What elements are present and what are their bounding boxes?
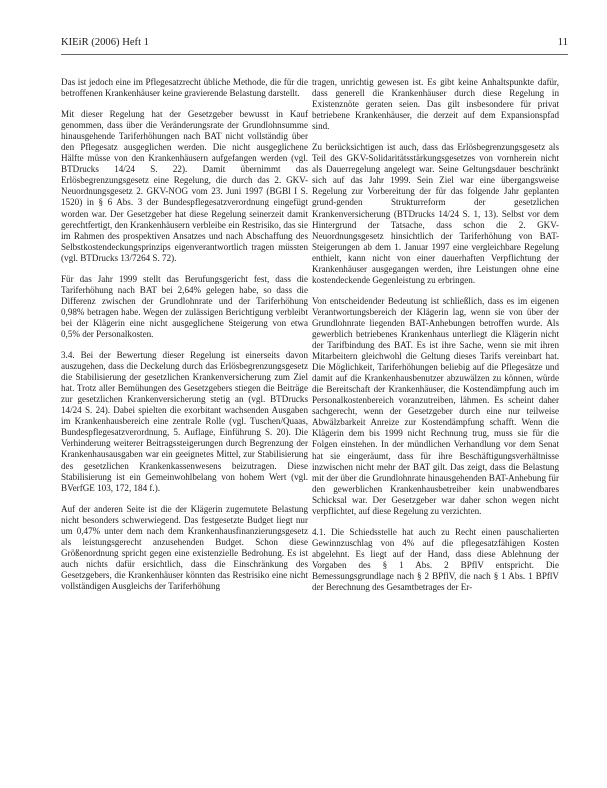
paragraph: Für das Jahr 1999 stellt das Berufungsgericht fest, dass die Tariferhöhung nach BAT bei 2,64% gelegen habe, so dass die Differenz zwischen der Grundlohnrate und der Tariferhöhung 0,98% betragen habe. Wegen der zulässigen Berichtigung verbleibt bei der Klägerin eine nicht ausgeglichene Steigerung von etwa 0,5% der Personalkosten. <box>61 273 308 339</box>
paragraph: tragen, unrichtig gewesen ist. Es gibt keine Anhaltspunkte dafür, dass generell die Krankenhäuser durch diese Regelung in Existenznöte geraten seien. Das gilt insbesondere für privat betriebene Krankenhäuser, die derzeit auf dem Expansionspfad sind. <box>312 77 559 132</box>
paragraph: 4.1. Die Schiedsstelle hat auch zu Recht einen pauschalierten Gewinnzuschlag von 4% auf die pflegesatzfähigen Kosten abgelehnt. Es liegt auf der Hand, dass diese Ablehnung der Vorgaben des § 1 Abs. 2 BPflV entspricht. Die Bemessungsgrundlage nach § 2 BPflV, die nach § 1 Abs. 1 BPflV der Berechnung des Gesamtbetrages der Er- <box>312 526 559 593</box>
paragraph: 3.4. Bei der Bewertung dieser Regelung ist einerseits davon auszugehen, dass die Deckelung durch das Erlösbegrenzungsgesetz die Stabilisierung der gesetzlichen Krankenversicherung zum Ziel hat. Trotz aller Bemühungen des Gesetzgebers stiegen die Beiträge zur gesetzlichen Krankenversicherung stetig an (vgl. BTDrucks 14/24 S. 24). Dabei spielten die exorbitant wachsenden Ausgaben im Krankenhausbereich eine zentrale Rolle (vgl. Tuschen/Quaas, Bundespflegesatzverordnung, 5. Auflage, Einführung S. 20). Die Verhinderung weiterer Beitragssteigerungen durch Begrenzung der Krankenhausausgaben war ein geeignetes Mittel, zur Stabilisierung des gesetzlichen Krankenkassenwesens beizutragen. Diese Stabilisierung ist ein Gemeinwohlbelang von hohem Wert (vgl. BVerfGE 103, 172, 184 f.). <box>61 350 308 493</box>
journal-title: KIEiR (2006) Heft 1 <box>61 37 149 48</box>
paragraph: Das ist jedoch eine im Pflegesatzrecht übliche Methode, die für die betroffenen Krankenhäuser keine gravierende Belastung darstellt. <box>61 77 308 99</box>
paragraph: Auf der anderen Seite ist die der Klägerin zugemutete Belastung nicht besonders schwerwiegend. Das festgesetzte Budget liegt nur um 0,47% unter dem nach dem Krankenhausfinanzierungsgesetz als leistungsgerecht anzusehenden Budget. Schon diese Größenordnung spricht gegen eine existenzielle Bedrohung. Es ist auch nichts dafür ersichtlich, dass die Einschränkung des Gesetzgebers, die Krankenhäuser könnten das Restrisiko eine nicht vollständigen Ausgleichs der Tariferhöhung <box>61 503 308 591</box>
paragraph: Von entscheidender Bedeutung ist schließlich, dass es im eigenen Verantwortungsbereich der Klägerin lag, wenn sie von über der Grundlohnrate liegenden BAT-Anhebungen betroffen wurde. Als gewerblich betriebenes Krankenhaus unterliegt die Klägerin nicht der Tarifbindung des BAT. Es ist ihre Sache, wenn sie mit ihren Mitarbeitern gleichwohl die Geltung dieses Tarifs vereinbart hat. Die Möglichkeit, Tariferhöhungen beliebig auf die Pflegesätze und damit auf die Krankenhausbenutzer abzuwälzen zu können, würde die Bereitschaft der Krankenhäuser, die Kostendämpfung auch im Personalkostenbereich voranzutreiben, lähmen. Es scheint daher sachgerecht, wenn der Gesetzgeber durch eine nur teilweise Abwälzbarkeit Anreize zur Kostendämpfung schafft. Wenn die Klägerin dem bis 1999 nicht Rechnung trug, muss sie für die Folgen einstehen. In der mündlichen Verhandlung vor dem Senat hat sie eingeräumt, dass für ihre Beschäftigungsverhältnisse inzwischen nicht mehr der BAT gilt. Das zeigt, dass die Belastung mit der über die Grundlohnrate hinausgehenden BAT-Anhebung für den gewerblichen Krankenhausbetreiber kein unabwendbares Schicksal war. Der Gesetzgeber war daher schon wegen nicht verpflichtet, auf diese Regelung zu verzichten. <box>312 295 559 516</box>
page-number: 11 <box>557 37 568 48</box>
right-column <box>312 77 559 603</box>
paragraph: Mit dieser Regelung hat der Gesetzgeber bewusst in Kauf genommen, dass über die Veränderungsrate der Grundlohnsumme hinausgehende Tariferhöhungen nach BAT nicht vollständig über den Pflegesatz ausgeglichen werden. Die nicht ausgeglichene Hälfte müsse von den Krankenhäusern aufgefangen werden (vgl. BTDrucks 14/24 S. 22). Damit übernimmt das Erlösbegrenzungsgesetz eine Regelung, die durch das 2. GKV-Neuordnungsgesetz 2. GKV-NOG vom 23. Juni 1997 (BGBl I S. 1520) in § 6 Abs. 3 der Bundespflegesatzverordnung eingefügt worden war. Der Gesetzgeber hat diese Regelung seinerzeit damit gerechtfertigt, den Krankenhäusern verbleibe ein Restrisiko, das sie im Rahmen des prospektiven Ansatzes und nach Abschaffung des Selbstkostendeckungsprinzips eigenverantwortlich tragen müssten (vgl. BTDrucks 13/7264 S. 72). <box>61 109 308 263</box>
page-header <box>61 35 568 51</box>
left-column <box>61 77 308 602</box>
paragraph: Zu berücksichtigen ist auch, dass das Erlösbegrenzungsgesetz als Teil des GKV-Solidaritätsstärkungsgesetzes von vornherein nicht als Dauerregelung angelegt war. Seine Geltungsdauer beschränkt sich auf das Jahr 1999. Sein Ziel war eine übergangsweise Regelung zur Vorbereitung der für das folgende Jahr geplanten grund-genden Strukturreform der gesetzlichen Krankenversicherung (BTDrucks 14/24 S. 1, 13). Selbst vor dem Hintergrund der Tatsache, dass schon die 2. GKV-Neuordnungsgesetz hinsichtlich der Tariferhöhung von BAT-Steigerungen ab dem 1. Januar 1997 eine vergleichbare Regelung enthielt, kann nicht von einer dauerhaften Verpflichtung der Krankenhäuser ausgegangen werden, ihre Leistungen ohne eine kostendeckende Gegenleistung zu erbringen. <box>312 142 559 285</box>
header-divider <box>61 54 568 55</box>
